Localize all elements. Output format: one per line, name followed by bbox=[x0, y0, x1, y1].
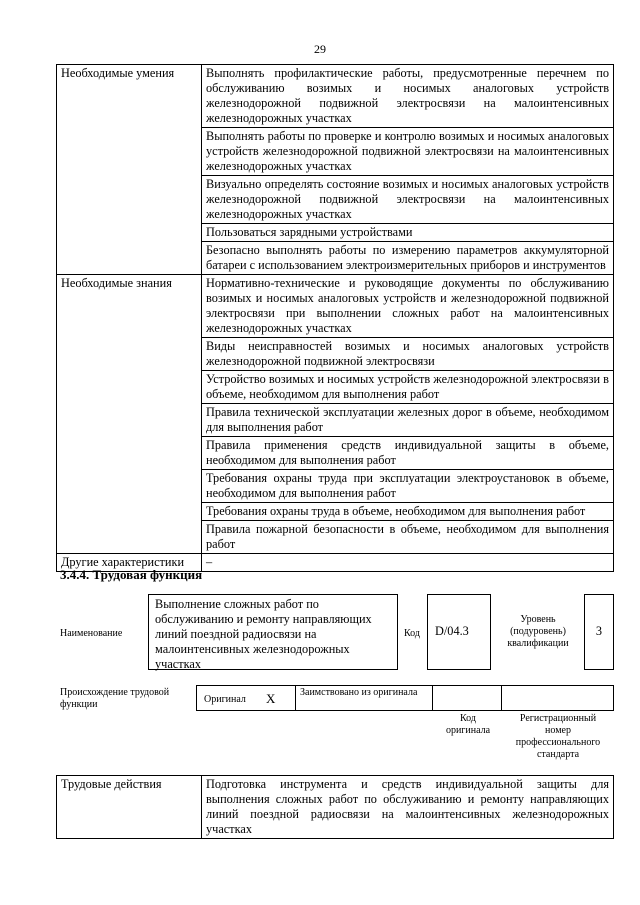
level-box bbox=[584, 594, 614, 670]
action-item: Подготовка инструмента и средств индивидуальной защиты для выполнения сложных работ по обслуживанию и ремонту направляющих линий поездной радиосвязи на малоинтенсивных железнодорожных участках bbox=[202, 776, 614, 839]
skill-item: Визуально определять состояние возимых и носимых аналоговых устройств железнодорожной подвижной электросвязи на малоинтенсивных железнодорожных участках bbox=[202, 176, 614, 224]
knowledge-label: Необходимые знания bbox=[57, 275, 202, 554]
page-number: 29 bbox=[314, 42, 326, 56]
borrowed-box bbox=[295, 685, 433, 711]
level-label: Уровень (подуровень) квалификации bbox=[507, 614, 569, 649]
original-label: Оригинал bbox=[204, 694, 246, 705]
knowledge-item: Правила технической эксплуатации железных дорог в объеме, необходимом для выполнения работ bbox=[202, 404, 614, 437]
knowledge-item: Виды неисправностей возимых и носимых аналоговых устройств железнодорожной подвижной электросвязи bbox=[202, 338, 614, 371]
table-row bbox=[57, 275, 614, 338]
code-label: Код bbox=[404, 628, 420, 639]
reg-caption: Регистрационный номер профессионального стандарта bbox=[515, 713, 601, 760]
skills-label: Необходимые умения bbox=[57, 65, 202, 275]
actions-table bbox=[56, 775, 614, 839]
knowledge-item: Устройство возимых и носимых устройств железнодорожной электросвязи в объеме, необходимом для выполнения работ bbox=[202, 371, 614, 404]
reg-number-box bbox=[501, 685, 614, 711]
origin-code-box bbox=[432, 685, 502, 711]
knowledge-item: Правила применения средств индивидуальной защиты в объеме, необходимом для выполнения работ bbox=[202, 437, 614, 470]
knowledge-item: Нормативно-технические и руководящие документы по обслуживанию возимых и носимых аналоговых устройств и железнодорожной подвижной электросвязи при выполнении сложных работ на малоинтенсивных железнодорожных участках bbox=[202, 275, 614, 338]
other-label: Другие характеристики bbox=[57, 554, 202, 572]
requirements-table bbox=[56, 64, 614, 572]
knowledge-item: Требования охраны труда при эксплуатации электроустановок в объеме, необходимом для выполнения работ bbox=[202, 470, 614, 503]
actions-label: Трудовые действия bbox=[57, 776, 202, 839]
function-name: Выполнение сложных работ по обслуживанию и ремонту направляющих линий поездной радиосвязи на малоинтенсивных железнодорожных участках bbox=[155, 597, 372, 671]
code-caption: Код оригинала bbox=[445, 713, 491, 736]
name-label: Наименование bbox=[60, 628, 123, 639]
section-title: 3.4.4. Трудовая функция bbox=[60, 567, 203, 582]
borrowed-label: Заимствовано из оригинала bbox=[300, 687, 418, 698]
skill-item: Пользоваться зарядными устройствами bbox=[202, 224, 614, 242]
skill-item: Выполнять профилактические работы, предусмотренные перечнем по обслуживанию возимых и носимых аналоговых устройств железнодорожной подвижной электросвязи на малоинтенсивных железнодорожных участках bbox=[202, 65, 614, 128]
skill-item: Безопасно выполнять работы по измерению параметров аккумуляторной батареи с использованием электроизмерительных приборов и инструментов bbox=[202, 242, 614, 275]
code-value: D/04.3 bbox=[435, 624, 469, 638]
code-box bbox=[427, 594, 491, 670]
knowledge-item: Требования охраны труда в объеме, необходимом для выполнения работ bbox=[202, 503, 614, 521]
table-row bbox=[57, 776, 614, 839]
skill-item: Выполнять работы по проверке и контролю возимых и носимых аналоговых устройств железнодорожной подвижной электросвязи на малоинтенсивных железнодорожных участках bbox=[202, 128, 614, 176]
knowledge-item: Правила пожарной безопасности в объеме, необходимом для выполнения работ bbox=[202, 521, 614, 554]
original-box bbox=[196, 685, 296, 711]
level-value: 3 bbox=[595, 624, 603, 638]
original-mark: X bbox=[266, 691, 276, 706]
function-name-box bbox=[148, 594, 398, 670]
table-row bbox=[57, 65, 614, 128]
other-item: – bbox=[202, 554, 614, 572]
origin-label: Происхождение трудовой функции bbox=[60, 687, 170, 710]
